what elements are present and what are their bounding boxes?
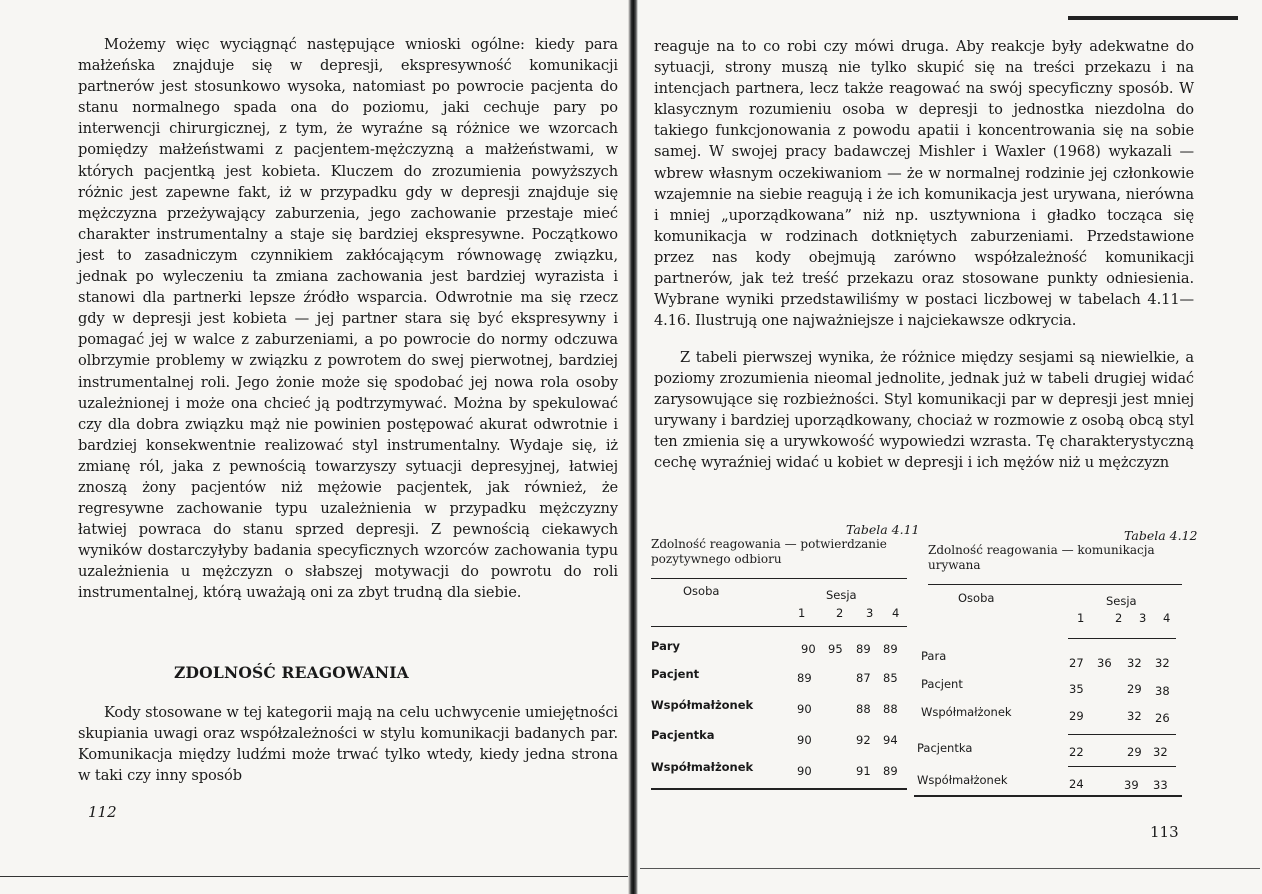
table-cell: 32	[1153, 745, 1168, 759]
table-rule	[1068, 638, 1176, 639]
table-cell: 88	[856, 702, 871, 716]
table-4-12-label: Tabela 4.12	[1124, 528, 1198, 543]
table-cell: 29	[1127, 745, 1142, 759]
column-header-session: Sesja	[826, 588, 857, 602]
session-header: 4	[1163, 611, 1171, 625]
table-row-label: Współmałżonek	[651, 698, 754, 712]
table-cell: 89	[883, 642, 898, 656]
table-cell: 29	[1127, 682, 1142, 696]
table-row-label: Pacjent	[921, 677, 963, 691]
table-cell: 26	[1155, 711, 1170, 725]
section-heading: ZDOLNOŚĆ REAGOWANIA	[174, 663, 409, 682]
table-rule	[914, 795, 1182, 797]
table-cell: 39	[1124, 778, 1139, 792]
session-header: 3	[866, 606, 874, 620]
table-cell: 27	[1069, 656, 1084, 670]
table-rule	[651, 626, 907, 627]
top-rule	[1068, 16, 1238, 20]
table-cell: 89	[883, 764, 898, 778]
table-cell: 32	[1155, 656, 1170, 670]
table-row-label: Pacjentka	[917, 741, 973, 755]
column-header-person: Osoba	[958, 591, 995, 605]
table-rule	[928, 584, 1182, 585]
table-cell: 91	[856, 764, 871, 778]
table-row-label: Współmałżonek	[651, 760, 754, 774]
session-header: 3	[1139, 611, 1147, 625]
table-cell: 32	[1127, 709, 1142, 723]
table-rule	[651, 788, 907, 790]
column-header-session: Sesja	[1106, 594, 1137, 608]
table-cell: 33	[1153, 778, 1168, 792]
table-cell: 92	[856, 733, 871, 747]
bottom-rule-left	[0, 876, 628, 877]
page-number-left: 112	[88, 803, 117, 821]
table-cell: 85	[883, 671, 898, 685]
table-cell: 32	[1127, 656, 1142, 670]
bottom-rule-right	[640, 868, 1260, 869]
table-4-11-caption-2: pozytywnego odbioru	[651, 552, 782, 566]
table-cell: 90	[801, 642, 816, 656]
right-paragraph-2: Z tabeli pierwszej wynika, że różnice między sesjami są niewielkie, a poziomy zrozumienia nieomal jednolite, jednak już w tabeli drugiej widać zarysowujące się rozbieżności. Styl komunikacji par w depresji jest mniej urywany i bardziej uporządkowany, chociaż w rozmowie z osobą obcą styl ten zmienia się a urywkowość wypowiedzi wzrasta. Tę charakterystyczną cechę wyraźniej widać u kobiet w depresji i ich mężów niż u mężczyzn	[654, 349, 1194, 472]
table-row-label: Para	[921, 649, 947, 663]
table-cell: 36	[1097, 656, 1112, 670]
column-header-person: Osoba	[683, 584, 720, 598]
table-cell: 89	[856, 642, 871, 656]
table-cell: 24	[1069, 777, 1084, 791]
session-header: 1	[798, 606, 806, 620]
table-rule	[651, 578, 907, 579]
table-cell: 87	[856, 671, 871, 685]
page-number-right: 113	[1150, 823, 1179, 841]
table-cell: 90	[797, 702, 812, 716]
table-cell: 90	[797, 733, 812, 747]
table-row-label: Współmałżonek	[921, 705, 1012, 719]
table-rule	[1068, 734, 1176, 735]
table-cell: 89	[797, 671, 812, 685]
table-4-11-label: Tabela 4.11	[846, 522, 920, 537]
right-paragraph-1: reaguje na to co robi czy mówi druga. Aby reakcje były adekwatne do sytuacji, strony muszą nie tylko skupić się na treści przekazu i na intencjach partnera, lecz także reagować na swój specyficzny sposób. W klasycznym rozumieniu osoba w depresji to jednostka niezdolna do takiego funkcjonowania z powodu apatii i koncentrowania się na sobie samej. W swojej pracy badawczej Mishler i Waxler (1968) wykazali — wbrew własnym oczekiwaniom — że w normalnej rodzinie jej członkowie wzajemnie na siebie reagują i że ich komunikacja jest urywana, nierówna i mniej „uporządkowana” niż np. usztywniona i gładko tocząca się komunikacja w rodzinach dotkniętych zaburzeniami. Przedstawione przez nas kody obejmują zarówno współzależność komunikacji partnerów, jak też treść przekazu oraz stosowane punkty odniesienia. Wybrane wyniki przedstawiliśmy w postaci liczbowej w tabelach 4.11—4.16. Ilustrują one najważniejsze i najciekawsze odkrycia.	[654, 38, 1194, 330]
session-header: 1	[1077, 611, 1085, 625]
session-header: 2	[836, 606, 844, 620]
left-paragraph-1: Możemy więc wyciągnąć następujące wnioski ogólne: kiedy para małżeńska znajduje się w depresji, ekspresywność komunikacji partnerów jest stosunkowo wysoka, natomiast po powrocie pacjenta do stanu normalnego spada ona do poziomu, jaki cechuje pary po interwencji chirurgicznej, z tym, że wyraźne są różnice we wzorcach pomiędzy małżeństwami z pacjentem-mężczyzną a małżeństwami, w których pacjentką jest kobieta. Kluczem do zrozumienia powyższych różnic jest zapewne fakt, iż w przypadku gdy w depresji znajduje się mężczyzna przeżywający zaburzenia, jego zachowanie przestaje mieć charakter instrumentalny a staje się bardziej ekspresywne. Początkowo jest to zasadniczym czynnikiem zakłócającym równowagę związku, jednak po wyleczeniu ta zmiana zachowania jest bardziej wyrazista i stanowi dla partnerki lepsze źródło wsparcia. Odwrotnie ma się rzecz gdy w depresji jest kobieta — jej partner stara się być ekspresywny i pomagać jej w walce z zaburzeniami, a po powrocie do normy odczuwa olbrzymie problemy w związku z powrotem do swej pierwotnej, bardziej instrumentalnej roli. Jego żonie może się spodobać jej nowa rola osoby uzależnionej i może ona chcieć ją podtrzymywać. Można by spekulować czy dla dobra związku mąż nie powinien postępować akurat odwrotnie i bardziej konsekwentnie realizować styl instrumentalny. Wydaje się, iż zmianę ról, jaka z pewnością towarzyszy sytuacji depresyjnej, łatwiej znoszą żony pacjentów niż mężowie pacjentek, jak również, że regresywne zachowanie typu uzależnienia w przypadku mężczyzny łatwiej powraca do stanu sprzed depresji. Z pewnością ciekawych wyników dostarczyłyby badania specyficznych wzorców zachowania typu uzależnienia u mężczyzn o słabszej motywacji do powrotu do roli instrumentalnej, którą uważają oni za zbyt trudną dla siebie.	[78, 36, 618, 602]
table-row-label: Pacjent	[651, 667, 700, 681]
session-header: 2	[1115, 611, 1123, 625]
book-spine	[628, 0, 638, 894]
session-header: 4	[892, 606, 900, 620]
table-cell: 22	[1069, 745, 1084, 759]
left-paragraph-2: Kody stosowane w tej kategorii mają na celu uchwycenie umiejętności skupiania uwagi oraz współzależności w stylu komunikacji badanych par. Komunikacja między ludźmi może trwać tylko wtedy, kiedy jedna strona w taki czy inny sposób	[78, 704, 618, 785]
table-row-label: Współmałżonek	[917, 773, 1008, 787]
table-4-12-caption-1: Zdolność reagowania — komunikacja	[928, 543, 1155, 557]
table-cell: 95	[828, 642, 843, 656]
table-4-11-caption-1: Zdolność reagowania — potwierdzanie	[651, 537, 887, 551]
table-cell: 88	[883, 702, 898, 716]
table-cell: 38	[1155, 684, 1170, 698]
table-cell: 35	[1069, 682, 1084, 696]
table-row-label: Pacjentka	[651, 728, 715, 742]
table-cell: 94	[883, 733, 898, 747]
table-4-12-caption-2: urywana	[928, 558, 981, 572]
table-rule	[1068, 766, 1176, 767]
table-row-label: Pary	[651, 639, 681, 653]
table-cell: 90	[797, 764, 812, 778]
table-cell: 29	[1069, 709, 1084, 723]
